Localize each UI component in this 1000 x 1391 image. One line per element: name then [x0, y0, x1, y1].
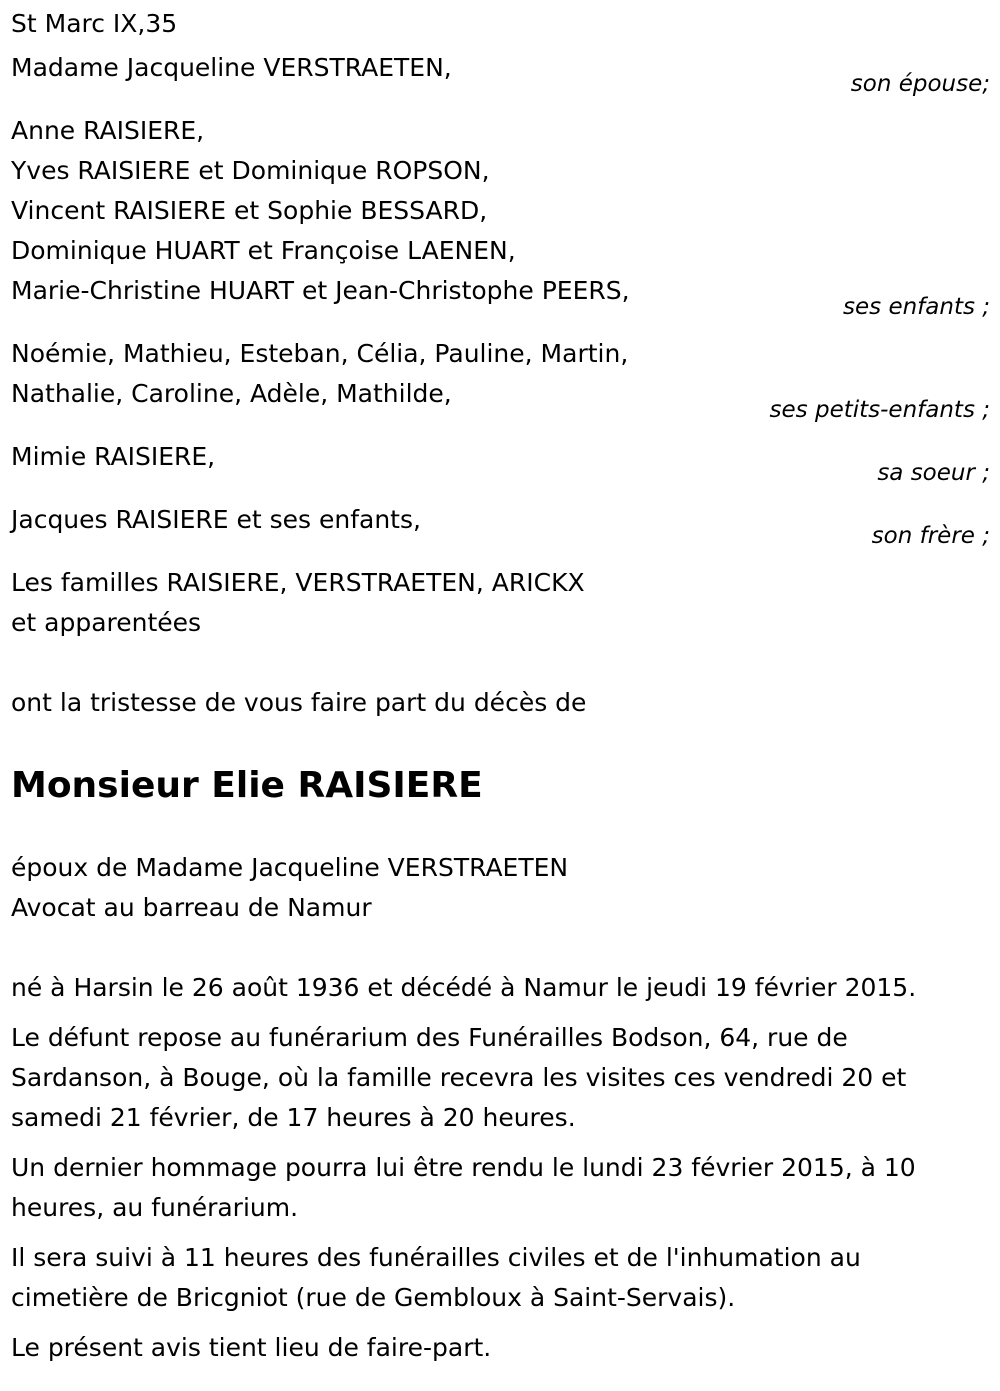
tribute-paragraph: Un dernier hommage pourra lui être rendu le lundi 23 février 2015, à 10 heures, au funérarium.: [11, 1153, 916, 1222]
funeral-paragraph: Il sera suivi à 11 heures des funérailles civiles et de l'inhumation au cimetière de Bricgniot (rue de Gembloux à Saint-Servais).: [11, 1243, 861, 1312]
family-name-line: Marie-Christine HUART et Jean-Christophe PEERS,: [11, 276, 630, 305]
family-name-line: Vincent RAISIERE et Sophie BESSARD,: [11, 196, 488, 225]
relation-label: son frère ;: [871, 523, 990, 549]
family-group-sister: [11, 437, 990, 485]
bible-verse-reference: St Marc IX,35: [11, 9, 178, 38]
closing-paragraph: Le présent avis tient lieu de faire-part.: [11, 1333, 492, 1362]
family-name-line: Madame Jacqueline VERSTRAETEN,: [11, 53, 452, 82]
relation-label: ses petits-enfants ;: [769, 397, 990, 423]
family-name-line: Nathalie, Caroline, Adèle, Mathilde,: [11, 379, 452, 408]
announcement-text: ont la tristesse de vous faire part du décès de: [11, 688, 587, 717]
visitation-paragraph: Le défunt repose au funérarium des Funérailles Bodson, 64, rue de Sardanson, à Bouge, où la famille recevra les visites ces vendredi 20 et samedi 21 février, de 17 heures à 20 heures.: [11, 1023, 907, 1132]
notice-paragraphs: [11, 968, 990, 1368]
relation-label: ses enfants ;: [843, 294, 990, 320]
family-name-line: Dominique HUART et Françoise LAENEN,: [11, 236, 516, 265]
family-group-spouse: [11, 48, 990, 96]
extended-families: [11, 563, 990, 643]
birth-death-paragraph: né à Harsin le 26 août 1936 et décédé à Namur le jeudi 19 février 2015.: [11, 973, 917, 1002]
family-name-line: Mimie RAISIERE,: [11, 442, 216, 471]
family-group-brother: [11, 500, 990, 548]
families-line: Les familles RAISIERE, VERSTRAETEN, ARICKX: [11, 568, 585, 597]
family-name-line: Jacques RAISIERE et ses enfants,: [11, 505, 421, 534]
relation-label: son épouse;: [850, 71, 990, 97]
relation-label: sa soeur ;: [877, 460, 990, 486]
families-line: et apparentées: [11, 608, 202, 637]
family-group-children: [11, 111, 990, 319]
family-name-line: Noémie, Mathieu, Esteban, Célia, Pauline, Martin,: [11, 339, 629, 368]
deceased-details: [11, 848, 990, 928]
family-group-grandchildren: [11, 334, 990, 422]
obituary-notice: [11, 0, 990, 1378]
deceased-name: Monsieur Elie RAISIERE: [11, 765, 483, 806]
family-name-line: Yves RAISIERE et Dominique ROPSON,: [11, 156, 490, 185]
detail-line: Avocat au barreau de Namur: [11, 893, 372, 922]
detail-line: époux de Madame Jacqueline VERSTRAETEN: [11, 853, 569, 882]
family-name-line: Anne RAISIERE,: [11, 116, 205, 145]
